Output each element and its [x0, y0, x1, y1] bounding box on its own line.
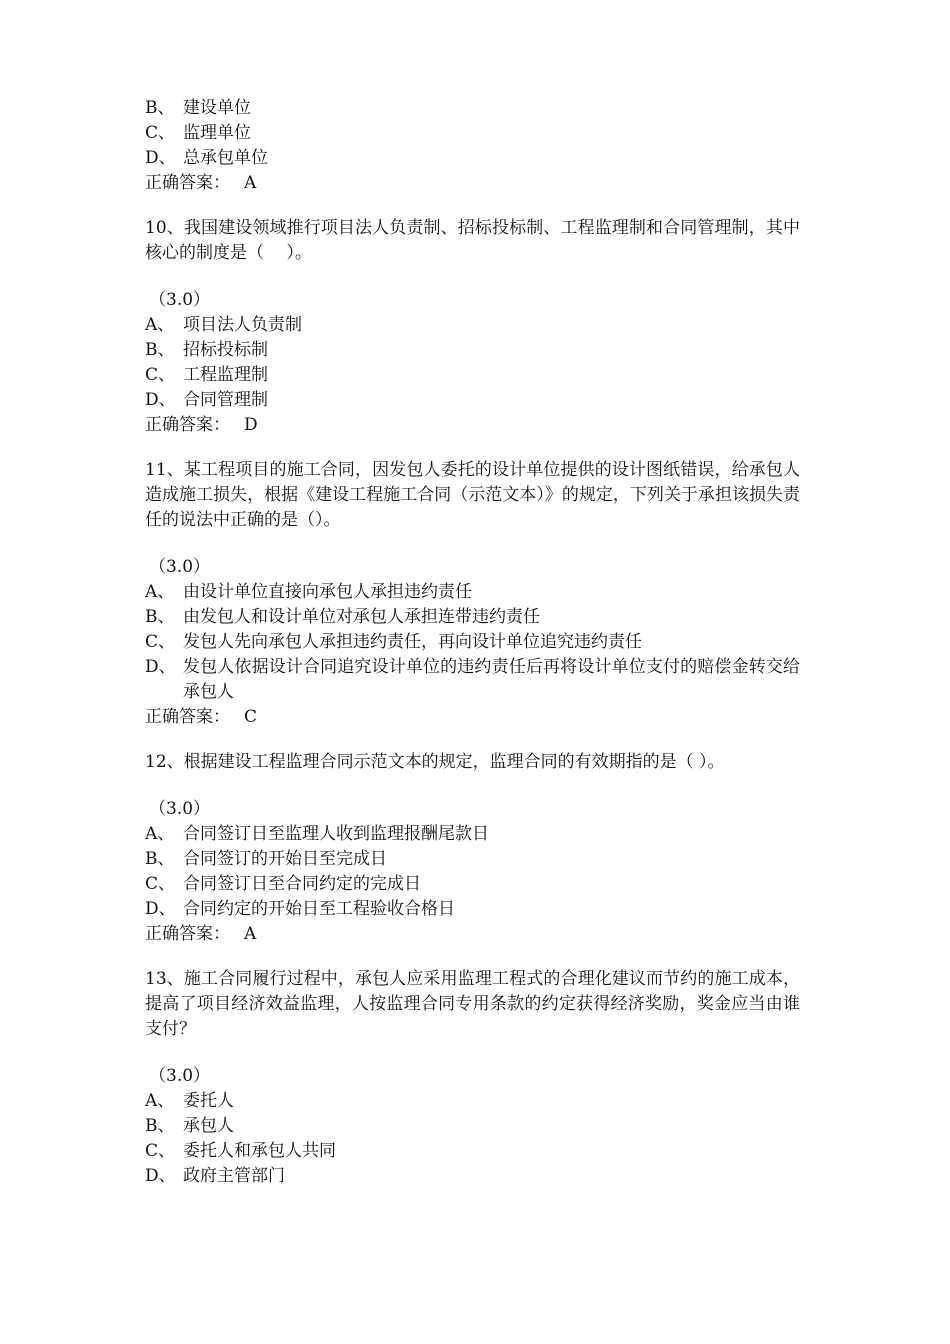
- correct-answer: [145, 705, 800, 730]
- question-score: （3.0）: [149, 1066, 211, 1086]
- option-text: 委托人: [183, 1091, 234, 1111]
- answer-value: A: [244, 173, 257, 193]
- option-letter: D、: [145, 899, 176, 919]
- correct-answer: [145, 413, 800, 438]
- option-text: 发包人依据设计合同追究设计单位的违约责任后再将设计单位支付的赔偿金转交给承包人: [183, 657, 800, 702]
- correct-answer: [145, 171, 800, 196]
- option-text: 政府主管部门: [183, 1166, 285, 1186]
- option-row: [145, 630, 800, 655]
- option-text: 由设计单位直接向承包人承担违约责任: [183, 582, 472, 602]
- question-stem: 12、根据建设工程监理合同示范文本的规定，监理合同的有效期指的是（ ）。: [145, 752, 725, 772]
- option-letter: A、: [145, 824, 175, 844]
- answer-label: 正确答案：: [145, 173, 230, 193]
- question-stem: 10、我国建设领域推行项目法人负责制、招标投标制、工程监理制和合同管理制，其中核心的制度是（ ）。: [145, 218, 800, 263]
- question-score: （3.0）: [149, 557, 211, 577]
- option-text: 合同签订日至监理人收到监理报酬尾款日: [183, 824, 489, 844]
- option-text: 合同管理制: [183, 390, 268, 410]
- question-score: （3.0）: [149, 799, 211, 819]
- option-row: [145, 313, 800, 338]
- option-text: 建设单位: [183, 98, 251, 118]
- option-row: [145, 121, 800, 146]
- option-letter: C、: [145, 874, 176, 894]
- correct-answer: [145, 922, 800, 947]
- option-letter: D、: [145, 148, 176, 168]
- option-text: 由发包人和设计单位对承包人承担连带违约责任: [183, 607, 540, 627]
- option-row: [145, 146, 800, 171]
- option-row: [145, 655, 800, 705]
- answer-label: 正确答案：: [145, 415, 230, 435]
- option-row: [145, 1164, 800, 1189]
- option-text: 招标投标制: [183, 340, 268, 360]
- option-text: 总承包单位: [183, 148, 268, 168]
- option-letter: A、: [145, 582, 175, 602]
- answer-value: D: [244, 415, 258, 435]
- option-text: 发包人先向承包人承担违约责任，再向设计单位追究违约责任: [183, 632, 642, 652]
- answer-label: 正确答案：: [145, 924, 230, 944]
- answer-value: C: [244, 707, 258, 727]
- option-text: 监理单位: [183, 123, 251, 143]
- option-row: [145, 1089, 800, 1114]
- option-row: [145, 872, 800, 897]
- option-letter: C、: [145, 1141, 176, 1161]
- option-letter: C、: [145, 632, 176, 652]
- option-row: [145, 1114, 800, 1139]
- option-letter: B、: [145, 607, 175, 627]
- option-row: [145, 847, 800, 872]
- option-text: 工程监理制: [183, 365, 268, 385]
- option-row: [145, 388, 800, 413]
- option-row: [145, 897, 800, 922]
- option-letter: D、: [145, 657, 176, 677]
- option-text: 合同签订的开始日至完成日: [183, 849, 387, 869]
- answer-value: A: [244, 924, 257, 944]
- option-text: 合同签订日至合同约定的完成日: [183, 874, 421, 894]
- option-letter: B、: [145, 849, 175, 869]
- option-letter: D、: [145, 390, 176, 410]
- option-row: [145, 822, 800, 847]
- option-letter: B、: [145, 1116, 175, 1136]
- question-stem: 13、施工合同履行过程中，承包人应采用监理工程式的合理化建议而节约的施工成本，提高了项目经济效益监理，人按监理合同专用条款的约定获得经济奖励，奖金应当由谁支付？: [145, 969, 800, 1039]
- option-row: [145, 363, 800, 388]
- option-row: [145, 96, 800, 121]
- option-text: 委托人和承包人共同: [183, 1141, 336, 1161]
- option-row: [145, 605, 800, 630]
- option-letter: C、: [145, 123, 176, 143]
- option-row: [145, 580, 800, 605]
- question-stem: 11、某工程项目的施工合同，因发包人委托的设计单位提供的设计图纸错误，给承包人造成施工损失，根据《建设工程施工合同（示范文本）》的规定，下列关于承担该损失责任的说法中正确的是（）。: [145, 460, 800, 530]
- page-content: [145, 96, 800, 1189]
- option-text: 承包人: [183, 1116, 234, 1136]
- option-letter: D、: [145, 1166, 176, 1186]
- option-text: 合同约定的开始日至工程验收合格日: [183, 899, 455, 919]
- answer-label: 正确答案：: [145, 707, 230, 727]
- option-letter: C、: [145, 365, 176, 385]
- option-row: [145, 338, 800, 363]
- option-letter: B、: [145, 340, 175, 360]
- option-letter: A、: [145, 315, 175, 335]
- option-letter: B、: [145, 98, 175, 118]
- question-score: （3.0）: [149, 290, 211, 310]
- option-letter: A、: [145, 1091, 175, 1111]
- option-row: [145, 1139, 800, 1164]
- option-text: 项目法人负责制: [183, 315, 302, 335]
